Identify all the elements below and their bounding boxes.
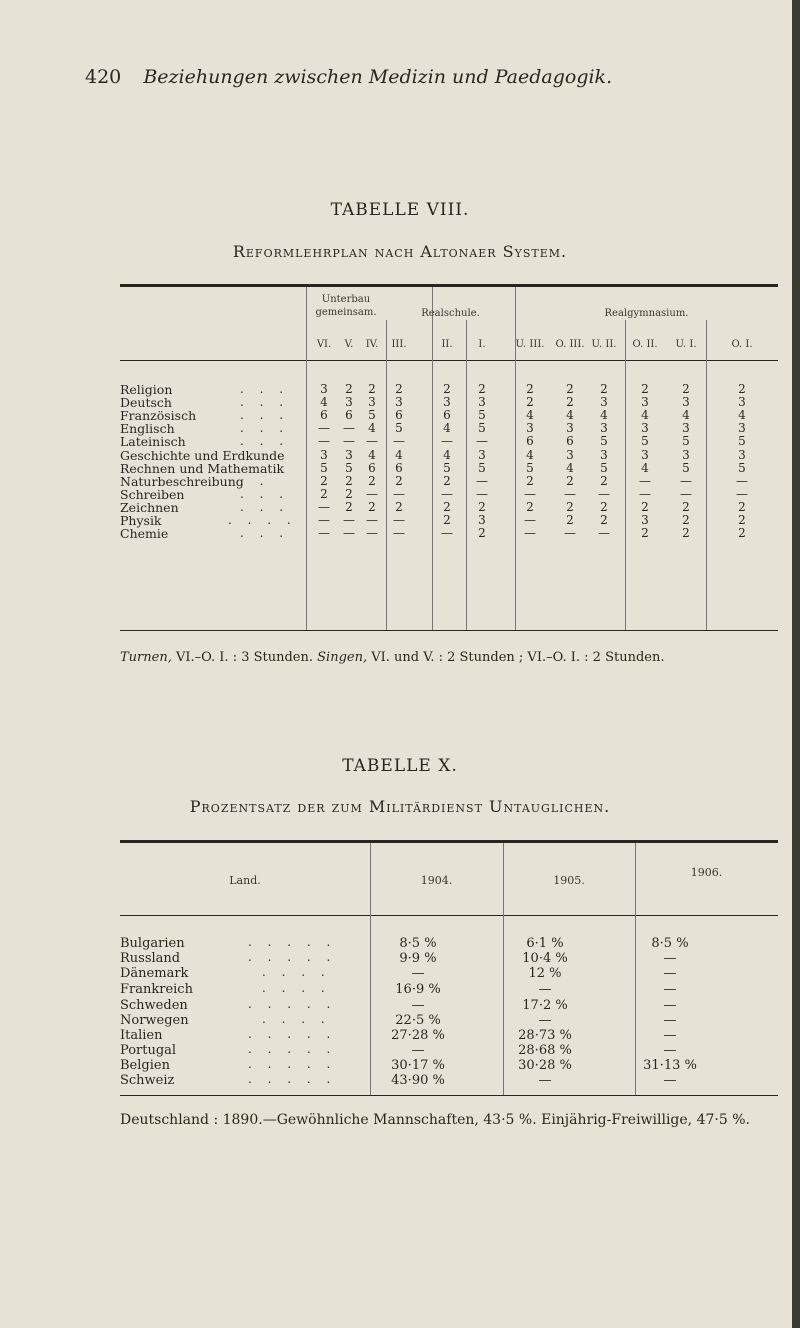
table8-cell: 2	[566, 474, 574, 488]
table8-row-label: Deutsch	[120, 395, 172, 410]
table10-cell: 9·9 %	[399, 951, 437, 966]
table8-cell: 2	[738, 382, 746, 396]
table8-cell: —	[524, 513, 536, 527]
table8-cell: 6	[395, 408, 403, 422]
table10-cell: 28·68 %	[518, 1043, 572, 1058]
table8-cell: 6	[345, 408, 353, 422]
table8-cell: 3	[641, 448, 649, 462]
leader-dots: . . . . .	[248, 997, 337, 1011]
table8-cell: 2	[526, 395, 534, 409]
table8-cell: 3	[600, 395, 608, 409]
table8-cell: 2	[443, 382, 451, 396]
column-header: U. III.	[515, 339, 545, 350]
table10-cell: 30·17 %	[391, 1058, 445, 1073]
table10-title: TABELLE X.	[342, 756, 458, 776]
table8-cell: —	[441, 526, 453, 540]
table8-cell: 3	[345, 395, 353, 409]
table8-top-rule	[120, 284, 778, 287]
table10-cell: 31·13 %	[643, 1058, 697, 1073]
table10-bottom-rule	[120, 1095, 778, 1096]
table8-cell: 4	[641, 408, 649, 422]
column-header: IV.	[365, 339, 379, 350]
table10-cell: —	[663, 966, 677, 981]
table8-cell: —	[366, 434, 378, 448]
t10-head-land: Land.	[229, 874, 261, 887]
table8-cell: —	[343, 513, 355, 527]
table10-cell: 12 %	[528, 966, 562, 981]
leader-dots: . . . .	[228, 513, 297, 527]
table8-row-label: Naturbeschreibung	[120, 474, 244, 489]
table8-cell: —	[680, 487, 692, 501]
table8-cell: 3	[600, 448, 608, 462]
table8-cell: —	[343, 434, 355, 448]
table10-cell: 22·5 %	[395, 1013, 441, 1028]
table8-cell: 2	[345, 487, 353, 501]
table8-cell: 5	[478, 421, 486, 435]
page-number: 420	[85, 66, 122, 88]
turnen-label: Turnen,	[120, 650, 172, 665]
table8-cell: 3	[478, 513, 486, 527]
table8-cell: 5	[345, 461, 353, 475]
table8-cell: 2	[395, 500, 403, 514]
table8-cell: 3	[345, 448, 353, 462]
table10-cell: 17·2 %	[522, 998, 568, 1013]
table8-cell: 2	[682, 526, 690, 540]
table8-cell: 2	[682, 500, 690, 514]
table8-cell: 2	[641, 382, 649, 396]
table8-cell: 2	[320, 487, 328, 501]
table8-cell: 3	[600, 421, 608, 435]
leader-dots: . . .	[240, 408, 290, 422]
table10-cell: 16·9 %	[395, 982, 441, 997]
table8-cell: 5	[478, 461, 486, 475]
table8-cell: 2	[345, 500, 353, 514]
table10-cell: 30·28 %	[518, 1058, 572, 1073]
table10-cell: —	[538, 1013, 552, 1028]
table8-cell: —	[318, 513, 330, 527]
leader-dots: . . . . .	[248, 950, 337, 964]
table10-cell: 43·90 %	[391, 1073, 445, 1088]
table8-cell: 6	[526, 434, 534, 448]
table10-cell: —	[663, 951, 677, 966]
table8-cell: 3	[738, 421, 746, 435]
table10-row-label: Portugal	[120, 1043, 177, 1058]
table8-cell: 2	[368, 474, 376, 488]
table8-cell: 3	[682, 448, 690, 462]
table8-cell: 3	[682, 395, 690, 409]
t8-vline	[466, 320, 467, 630]
table10-row-label: Bulgarien	[120, 936, 185, 951]
table8-cell: 3	[641, 513, 649, 527]
leader-dots: . . . . .	[248, 1057, 337, 1071]
leader-dots: . . . .	[262, 1012, 331, 1026]
table8-cell: 2	[600, 500, 608, 514]
table8-cell: 2	[443, 513, 451, 527]
table8-cell: 2	[738, 513, 746, 527]
table8-cell: 3	[641, 395, 649, 409]
table8-cell: 2	[320, 474, 328, 488]
table8-cell: 3	[738, 395, 746, 409]
column-header: U. II.	[591, 339, 617, 350]
table8-cell: 3	[478, 448, 486, 462]
table8-cell: 5	[320, 461, 328, 475]
column-header: II.	[441, 339, 453, 350]
singen-text: VI. und V. : 2 Stunden ; VI.–O. I. : 2 Stunden.	[367, 650, 665, 665]
table8-cell: —	[318, 421, 330, 435]
table8-cell: 5	[368, 408, 376, 422]
table8-row-label: Schreiben	[120, 487, 185, 502]
column-header: O. III.	[555, 339, 585, 350]
table10-cell: —	[411, 1043, 425, 1058]
table8-cell: 2	[526, 500, 534, 514]
table8-cell: 2	[738, 526, 746, 540]
table8-cell: 2	[395, 474, 403, 488]
table8-cell: 2	[478, 382, 486, 396]
table10-cell: —	[663, 998, 677, 1013]
table8-bottom-rule	[120, 630, 778, 631]
table8-cell: —	[598, 526, 610, 540]
t10-head-1905: 1905.	[553, 874, 585, 887]
table10-cell: —	[538, 1073, 552, 1088]
leader-dots: . . .	[240, 395, 290, 409]
table8-row-label: Rechnen und Mathematik	[120, 461, 285, 476]
table8-cell: —	[393, 526, 405, 540]
table8-cell: 2	[478, 500, 486, 514]
table8-cell: —	[393, 434, 405, 448]
table8-cell: 6	[368, 461, 376, 475]
table8-cell: 2	[738, 500, 746, 514]
running-header	[85, 66, 612, 88]
table8-cell: —	[343, 421, 355, 435]
table10-cell: 8·5 %	[651, 936, 689, 951]
table8-cell: 2	[395, 382, 403, 396]
table8-cell: —	[318, 434, 330, 448]
leader-dots: . . . . .	[248, 1072, 337, 1086]
table8-cell: —	[639, 474, 651, 488]
table8-row-label: Geschichte und Erdkunde	[120, 448, 285, 463]
table8-cell: 5	[600, 461, 608, 475]
table8-cell: 4	[368, 448, 376, 462]
leader-dots: . . .	[240, 434, 290, 448]
table8-cell: 4	[395, 448, 403, 462]
table10-cell: 27·28 %	[391, 1028, 445, 1043]
table8-cell: 2	[345, 474, 353, 488]
table8-cell: 3	[566, 448, 574, 462]
table8-cell: —	[366, 487, 378, 501]
table8-cell: 2	[566, 395, 574, 409]
table8-cell: —	[524, 487, 536, 501]
table10-cell: 8·5 %	[399, 936, 437, 951]
table8-cell: 3	[320, 448, 328, 462]
table8-cell: 2	[478, 526, 486, 540]
table8-cell: 5	[682, 461, 690, 475]
table8-cell: 2	[443, 474, 451, 488]
turnen-text: VI.–O. I. : 3 Stunden.	[171, 650, 318, 665]
t10-vline	[635, 843, 636, 1095]
table8-row-label: Englisch	[120, 421, 175, 436]
table10-row-label: Russland	[120, 951, 181, 966]
table8-cell: 4	[443, 421, 451, 435]
table10-cell: —	[663, 1043, 677, 1058]
table8-cell: 3	[738, 448, 746, 462]
table10-cell: 6·1 %	[526, 936, 564, 951]
table10-subtitle: Prozentsatz der zum Militärdienst Untauglichen.	[189, 797, 611, 816]
table8-cell: —	[476, 474, 488, 488]
table8-row-label: Französisch	[120, 408, 197, 423]
table8-note	[120, 650, 780, 666]
table8-cell: 4	[641, 461, 649, 475]
table10-cell: 10·4 %	[522, 951, 568, 966]
table10-row-label: Frankreich	[120, 982, 193, 997]
table8-cell: 4	[368, 421, 376, 435]
leader-dots: . . .	[240, 421, 290, 435]
group-realgymnasium: Realgymnasium.	[604, 308, 689, 319]
table8-cell: 5	[738, 434, 746, 448]
leader-dots: . . .	[240, 487, 290, 501]
table8-cell: —	[476, 487, 488, 501]
table10-row-label: Italien	[120, 1028, 163, 1043]
table8-cell: 3	[478, 395, 486, 409]
table8-cell: 3	[395, 395, 403, 409]
leader-dots: . . . .	[262, 981, 331, 995]
table8-cell: —	[393, 513, 405, 527]
table10-cell: —	[411, 966, 425, 981]
table8-cell: 2	[345, 382, 353, 396]
table8-cell: 6	[443, 408, 451, 422]
table8-title: TABELLE VIII.	[330, 200, 470, 220]
table10-cell: —	[663, 1073, 677, 1088]
table8-row-label: Zeichnen	[120, 500, 179, 515]
table8-cell: —	[441, 434, 453, 448]
table8-row-label: Physik	[120, 513, 162, 528]
column-header: I.	[478, 339, 486, 350]
table8-cell: 2	[368, 382, 376, 396]
table10-row-label: Norwegen	[120, 1013, 189, 1028]
table8-cell: —	[343, 526, 355, 540]
table8-cell: —	[476, 434, 488, 448]
table10-cell: —	[663, 982, 677, 997]
table8-cell: 2	[526, 382, 534, 396]
leader-dots: . . .	[240, 382, 290, 396]
table8-row-label: Chemie	[120, 526, 169, 541]
table8-cell: 3	[320, 382, 328, 396]
leader-dots: . . .	[240, 526, 290, 540]
t8-vline	[706, 320, 707, 630]
table8-cell: 2	[641, 500, 649, 514]
table8-cell: —	[680, 474, 692, 488]
table8-cell: 2	[566, 382, 574, 396]
leader-dots: . .	[240, 474, 270, 488]
table8-cell: 2	[566, 513, 574, 527]
group-unterbau: Unterbau gemeinsam.	[315, 294, 377, 318]
table8-cell: 5	[738, 461, 746, 475]
table8-cell: 4	[566, 461, 574, 475]
running-head: Beziehungen zwischen Medizin und Paedagogik.	[143, 66, 613, 88]
table8-cell: 2	[600, 474, 608, 488]
table8-cell: 5	[478, 408, 486, 422]
table8-row-label: Lateinisch	[120, 434, 186, 449]
table8-cell: 5	[600, 434, 608, 448]
t10-head-1906: 1906.	[690, 866, 723, 879]
table8-cell: —	[524, 526, 536, 540]
table8-cell: 6	[320, 408, 328, 422]
table8-cell: 4	[600, 408, 608, 422]
table8-cell: —	[736, 474, 748, 488]
singen-label: Singen,	[317, 650, 368, 665]
table8-cell: —	[736, 487, 748, 501]
column-header: III.	[391, 339, 407, 350]
table8-cell: —	[393, 487, 405, 501]
table10-cell: 28·73 %	[518, 1028, 572, 1043]
table8-header-rule	[120, 360, 778, 361]
table8-cell: 4	[738, 408, 746, 422]
group-realschule: Realschule.	[421, 308, 480, 319]
table10-footnote: Deutschland : 1890.—Gewöhnliche Mannschaften, 43·5 %. Einjährig-Freiwillige, 47·5 %.	[120, 1112, 750, 1128]
table10-cell: —	[411, 998, 425, 1013]
table8-cell: 2	[443, 500, 451, 514]
table8-cell: 2	[566, 500, 574, 514]
table10-cell: —	[538, 982, 552, 997]
table8-cell: 6	[395, 461, 403, 475]
table8-cell: 3	[368, 395, 376, 409]
table10-cell: —	[663, 1028, 677, 1043]
t8-vline	[625, 320, 626, 630]
table8-cell: 4	[443, 448, 451, 462]
column-header: O. II.	[632, 339, 658, 350]
table8-subtitle: Reformlehrplan nach Altonaer System.	[232, 242, 568, 261]
table10-header-rule	[120, 915, 778, 916]
table8-cell: 3	[526, 421, 534, 435]
column-header: U. I.	[675, 339, 697, 350]
table8-cell: 5	[641, 434, 649, 448]
leader-dots: . . . . .	[248, 1027, 337, 1041]
table8-cell: 3	[682, 421, 690, 435]
table8-cell: 5	[395, 421, 403, 435]
table8-cell: 5	[682, 434, 690, 448]
table8-cell: 3	[641, 421, 649, 435]
table10-top-rule	[120, 840, 778, 843]
table10-row-label: Belgien	[120, 1058, 170, 1073]
table8-cell: 2	[526, 474, 534, 488]
column-header: V.	[344, 339, 354, 350]
table8-cell: 5	[526, 461, 534, 475]
table8-cell: 6	[566, 434, 574, 448]
table8-cell: 4	[320, 395, 328, 409]
table8-cell: —	[639, 487, 651, 501]
table8-cell: 2	[368, 500, 376, 514]
table8-cell: 4	[566, 408, 574, 422]
table8-cell: —	[318, 526, 330, 540]
leader-dots: . . . . .	[248, 935, 337, 949]
table8-cell: 4	[526, 408, 534, 422]
leader-dots: . . .	[240, 500, 290, 514]
table8-cell: 2	[600, 513, 608, 527]
table8-cell: 2	[641, 526, 649, 540]
table8-cell: 4	[526, 448, 534, 462]
table8-cell: —	[564, 487, 576, 501]
table8-cell: 2	[600, 382, 608, 396]
table8-row-label: Religion	[120, 382, 173, 397]
column-header: O. I.	[731, 339, 753, 350]
table8-cell: 5	[443, 461, 451, 475]
table8-cell: 3	[566, 421, 574, 435]
leader-dots: . . . .	[262, 965, 331, 979]
table10-row-label: Schweiz	[120, 1073, 175, 1088]
table8-cell: —	[598, 487, 610, 501]
table10-cell: —	[663, 1013, 677, 1028]
column-header: VI.	[316, 339, 332, 350]
table8-cell: —	[318, 500, 330, 514]
table8-cell: 4	[682, 408, 690, 422]
table8-cell: —	[366, 513, 378, 527]
table8-cell: 3	[443, 395, 451, 409]
table8-cell: —	[441, 487, 453, 501]
table8-cell: —	[366, 526, 378, 540]
t10-head-1904: 1904.	[420, 874, 453, 887]
table8-cell: —	[564, 526, 576, 540]
table8-cell: 2	[682, 382, 690, 396]
table8-cell: 2	[682, 513, 690, 527]
leader-dots: . . . . .	[248, 1042, 337, 1056]
table10-row-label: Schweden	[120, 998, 188, 1013]
table10-row-label: Dänemark	[120, 966, 189, 981]
